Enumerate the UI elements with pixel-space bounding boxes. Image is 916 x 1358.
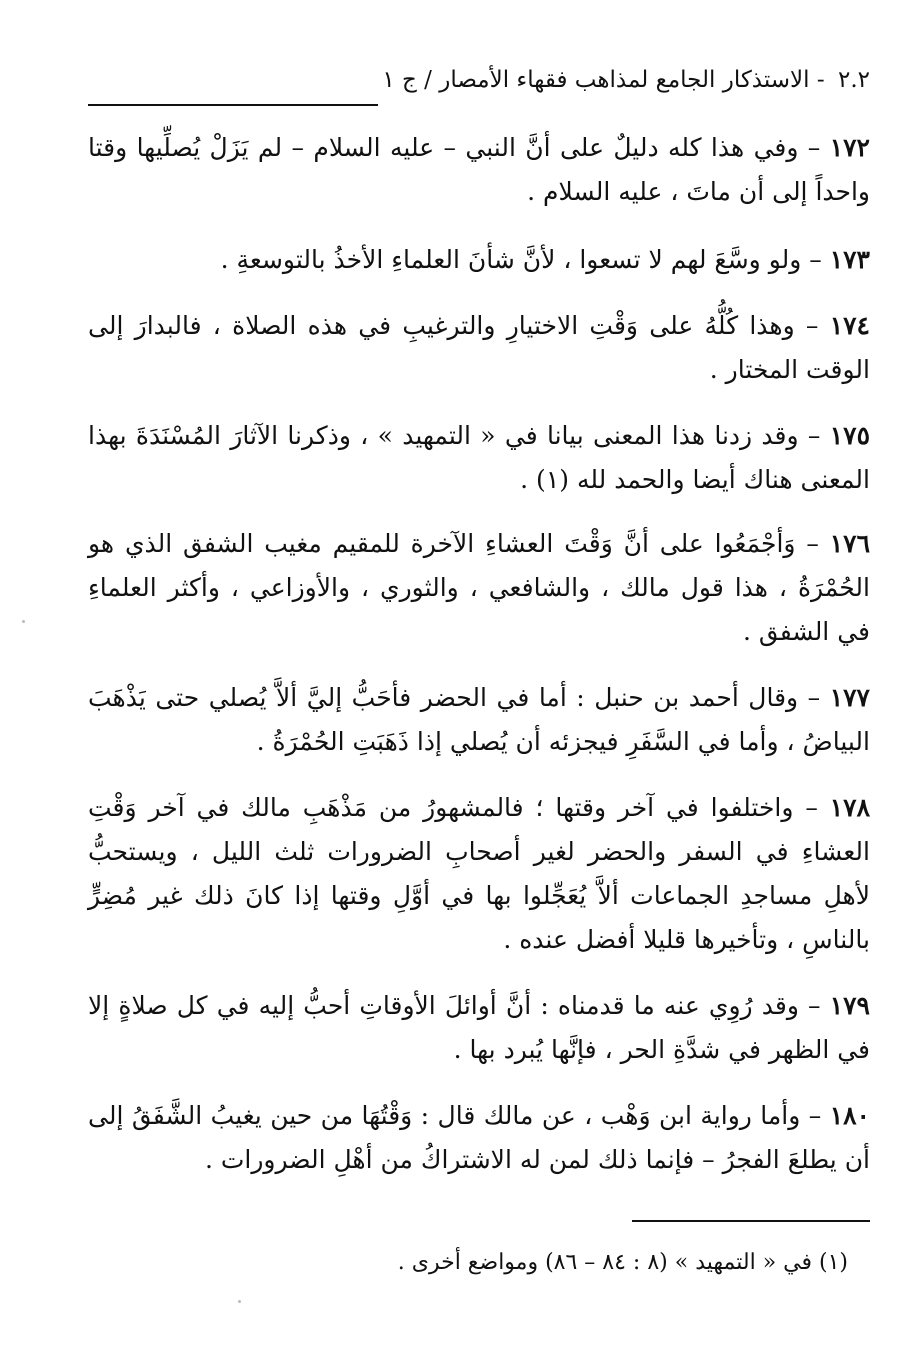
scan-speck [238, 1300, 241, 1303]
paragraph-text: – وقد زدنا هذا المعنى بيانا في « التمهيد » ، وذكرنا الآثارَ المُسْنَدَةَ بهذا المعنى هناك أيضا والحمد لله (١) . [88, 421, 870, 494]
paragraph-text: – واختلفوا في آخر وقتها ؛ فالمشهورُ من مَذْهَبِ مالك في آخر وَقْتِ العشاءِ في السفر والحضر لغير أصحابِ الضرورات ثلث الليل ، ويستحبُّ لأهلِ مساجدِ الجماعات ألاَّ يُعَجِّلوا بها في أوَّلِ وقتها إذا كانَ ذلك غير مُضِرٍّ بالناسِ ، وتأخيرها قليلا أفضل عنده . [88, 793, 870, 954]
paragraph-text: – وَأجْمَعُوا على أنَّ وَقْتَ العشاءِ الآخرة للمقيم مغيب الشفق الذي هو الحُمْرَةُ ، هذا قول مالك ، والشافعي ، والثوري ، والأوزاعي ، وأكثر العلماءِ في الشفق . [88, 529, 870, 646]
paragraph-172 [88, 126, 870, 214]
paragraph-number: ١٧٩ [829, 991, 870, 1020]
paragraph-175 [88, 414, 870, 502]
paragraph-number: ١٧٢ [829, 133, 870, 162]
running-head-title: - الاستذكار الجامع لمذاهب فقهاء الأمصار / ج ١ [382, 67, 825, 93]
paragraph-173 [88, 238, 870, 282]
paragraph-176 [88, 522, 870, 654]
running-head [88, 60, 870, 100]
paragraph-number: ١٧٨ [829, 793, 871, 822]
paragraph-text: – وفي هذا كله دليلٌ على أنَّ النبي – عليه السلام – لم يَزَلْ يُصلِّيها وقتا واحداً إلى أن ماتَ ، عليه السلام . [88, 133, 870, 206]
paragraph-number: ١٧٤ [829, 311, 870, 340]
paragraph-177 [88, 676, 870, 764]
paragraph-180 [88, 1094, 870, 1182]
paragraph-text: – وقال أحمد بن حنبل : أما في الحضر فأحَبُّ إليَّ ألاَّ يُصلي حتى يَذْهَبَ البياضُ ، وأما في السَّفَرِ فيجزئه أن يُصلي إذا ذَهَبَتِ الحُمْرَةُ . [88, 683, 870, 756]
book-page [88, 60, 870, 1330]
header-rule [88, 104, 378, 106]
scan-speck [22, 620, 25, 623]
paragraph-text: – ولو وسَّعَ لهم لا تسعوا ، لأنَّ شأنَ العلماءِ الأخذُ بالتوسعةِ . [220, 245, 822, 274]
paragraph-text: – وأما رواية ابن وَهْب ، عن مالك قال : وَقْتُهَا من حين يغيبُ الشَّفَقُ إلى أن يطلعَ الفجرُ – فإنما ذلك لمن له الاشتراكُ من أهْلِ الضرورات . [88, 1101, 870, 1174]
paragraph-number: ١٨٠ [829, 1101, 870, 1130]
footnote: (١) في « التمهيد » (٨ : ٨٤ – ٨٦) ومواضع أخرى . [397, 1250, 848, 1275]
paragraph-number: ١٧٥ [829, 421, 871, 450]
paragraph-179 [88, 984, 870, 1072]
footnote-rule [632, 1220, 870, 1222]
page-number: ٢.٢ [837, 67, 870, 93]
paragraph-number: ١٧٦ [829, 529, 871, 558]
paragraph-178 [88, 786, 870, 962]
paragraph-text: – وقد رُوِي عنه ما قدمناه : أنَّ أوائلَ الأوقاتِ أحبُّ إليه في كل صلاةٍ إلا في الظهر في شدَّةِ الحر ، فإنَّها يُبرد بها . [88, 991, 870, 1064]
paragraph-174 [88, 304, 870, 392]
paragraph-text: – وهذا كُلُّهُ على وَقْتِ الاختيارِ والترغيبِ في هذه الصلاة ، فالبدارَ إلى الوقت المختار . [88, 311, 870, 384]
paragraph-number: ١٧٣ [829, 245, 870, 274]
paragraph-number: ١٧٧ [829, 683, 870, 712]
